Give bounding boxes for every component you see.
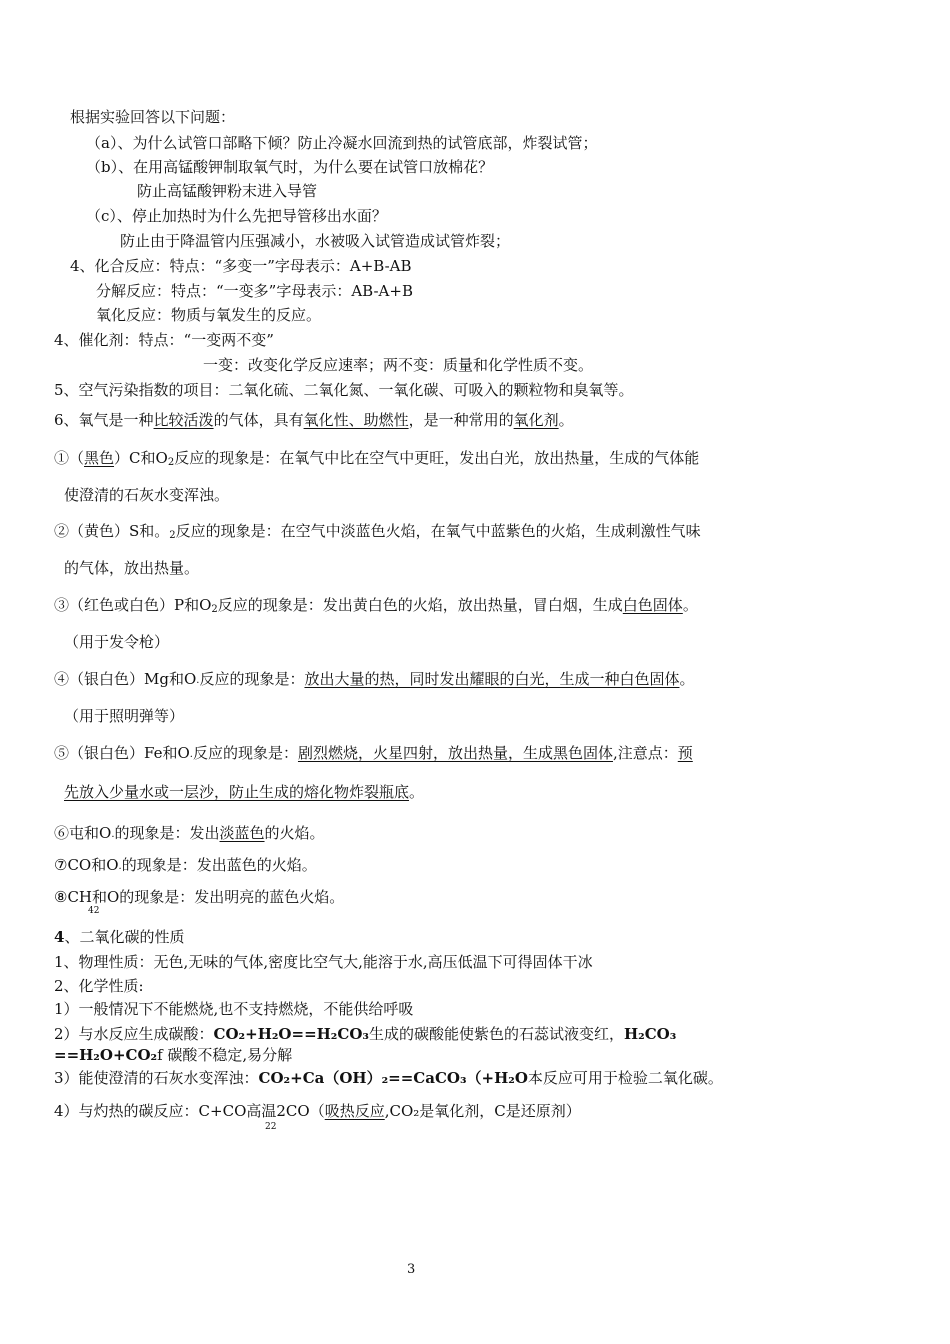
page-number: 3 (407, 1262, 416, 1277)
item-sulfur-cont: 的气体，放出热量。 (64, 559, 200, 577)
oxygen-properties: 6、氧气是一种比较活泼的气体，具有氧化性、助燃性，是一种常用的氧化剂。 (54, 411, 574, 429)
item-carbon-monoxide: ⑦CO和$O_\cdot$的现象是：发出蓝色的火焰。 (54, 856, 317, 875)
item-carbon-cont: 使澄清的石灰水变浑浊。 (64, 486, 230, 504)
item-phosphorus-use: （用于发令枪） (64, 633, 170, 651)
co2-section-title: 4、二氧化碳的性质 (54, 928, 185, 946)
item-magnesium-use: （用于照明弹等） (64, 707, 185, 725)
item-sulfur: ②（黄色）S和。$_2$反应的现象是：在空气中淡蓝色火焰，在氧气中蓝紫色的火焰，生成刺激性气味 (54, 522, 701, 541)
co2-physical: 1、物理性质：无色,无味的气体,密度比空气大,能溶于水,高压低温下可得固体干冰 (54, 953, 593, 971)
combination-reaction: 4、化合反应：特点：“多变一”字母表示：A+B-AB (70, 257, 412, 275)
answer-c: 防止由于降温管内压强减小，水被吸入试管造成试管炸裂； (120, 232, 511, 250)
co2-chemical-heading: 2、化学性质: (54, 977, 144, 995)
question-heading: 根据实验回答以下问题： (70, 108, 236, 126)
item-iron-note: 先放入少量水或一层沙，防止生成的熔化物炸裂瓶底。 (64, 783, 425, 801)
item-magnesium: ④（银白色）Mg和$O_\cdot$反应的现象是：放出大量的热，同时发出耀眼的白光，生成一种白色固体。 (54, 670, 695, 689)
catalyst-line2: 一变：改变化学反应速率；两不变：质量和化学性质不变。 (203, 356, 594, 374)
question-a: （a）、为什么试管口部略下倾？防止冷凝水回流到热的试管底部，炸裂试管； (86, 134, 598, 152)
item-carbon: ①（黑色）C和$O_2$反应的现象是：在氧气中比在空气中更旺，发出白光，放出热量，生成的气体能 (54, 449, 700, 468)
co2-chem-1: 1）一般情况下不能燃烧,也不支持燃烧，不能供给呼吸 (54, 1000, 414, 1018)
co2-chem-2: 2）与水反应生成碳酸：CO₂+H₂O==H₂CO₃生成的碳酸能使紫色的石蕊试液变红，H₂CO₃ (54, 1025, 677, 1043)
item-phosphorus: ③（红色或白色）P和$O_2$反应的现象是：发出黄白色的火焰，放出热量，冒白烟，生成白色固体。 (54, 596, 698, 615)
oxidation-reaction: 氧化反应：物质与氧发生的反应。 (96, 306, 322, 324)
co2-chem-2-cont: ==H₂O+CO₂f 碳酸不稳定,易分解 (54, 1046, 293, 1064)
item-methane-subscript: 42 (88, 906, 100, 916)
decomposition-reaction: 分解反应：特点：“一变多”字母表示：AB-A+B (96, 282, 413, 300)
catalyst-line1: 4、催化剂：特点：“一变两不变” (54, 331, 274, 349)
co2-chem-4: 4）与灼热的碳反应：C+CO高温2CO（吸热反应,CO₂是氧化剂，C是还原剂） (54, 1102, 581, 1120)
question-b: （b）、在用高锰酸钾制取氧气时，为什么要在试管口放棉花？ (86, 158, 494, 176)
item-methane: ⑧CH和O的现象是：发出明亮的蓝色火焰。 (54, 888, 345, 906)
co2-chem-3: 3）能使澄清的石灰水变浑浊：CO₂+Ca（OH）₂==CaCO₃（+H₂O本反应可用于检验二氧化碳。 (54, 1069, 723, 1087)
pollution-index: 5、空气污染指数的项目：二氧化硫、二氧化氮、一氧化碳、可吸入的颗粒物和臭氧等。 (54, 381, 634, 399)
question-c: （c）、停止加热时为什么先把导管移出水面？ (86, 207, 387, 225)
item-iron: ⑤（银白色）Fe和$O_\cdot$反应的现象是：剧烈燃烧，火星四射，放出热量，生成黑色固体,注意点：预 (54, 744, 693, 763)
answer-b: 防止高锰酸钾粉末进入导管 (137, 182, 318, 200)
co2-chem-4-subscript: 22 (265, 1122, 277, 1132)
item-hydrogen: ⑥屯和$O_\cdot$的现象是：发出淡蓝色的火焰。 (54, 824, 325, 843)
